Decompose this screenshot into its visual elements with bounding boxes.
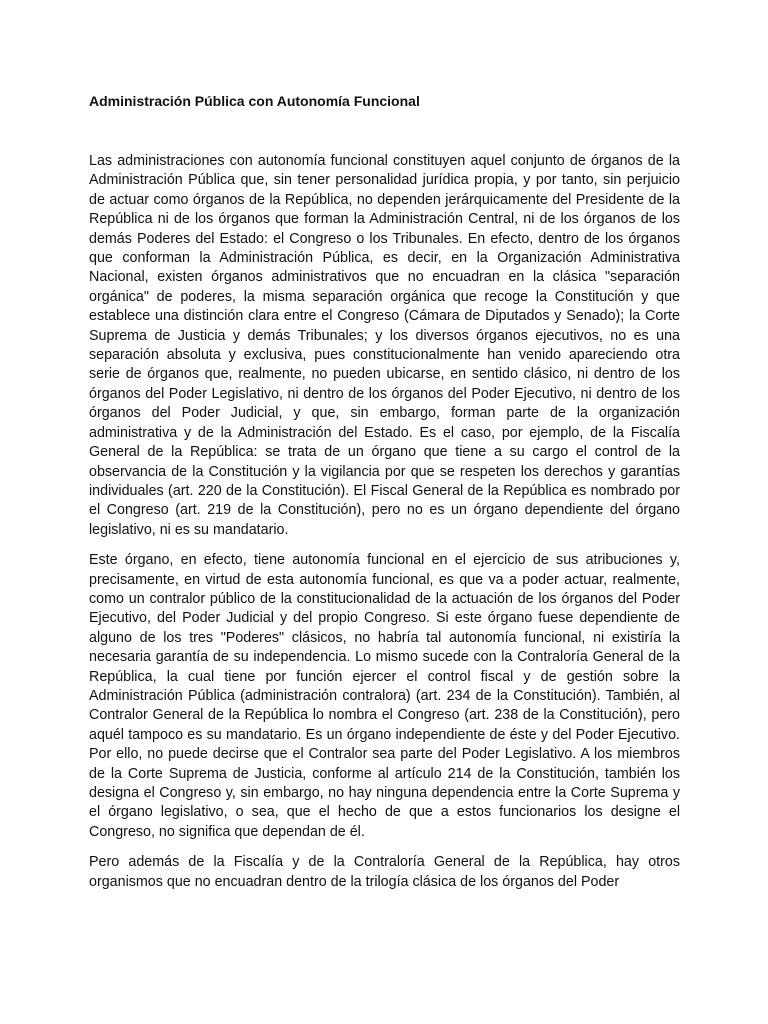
paragraph-1: Las administraciones con autonomía funcional constituyen aquel conjunto de órganos de la Administración Pública que, sin tener personalidad jurídica propia, y por tanto, sin perjuicio de actuar como órganos de la República, no dependen jerárquicamente del Presidente de la República ni de los órganos que forman la Administración Central, ni de los órganos de los demás Poderes del Estado: el Congreso o los Tribunales. En efecto, dentro de los órganos que conforman la Administración Pública, es decir, en la Organización Administrativa Nacional, existen órganos administrativos que no encuadran en la clásica "separación orgánica" de poderes, la misma separación orgánica que recoge la Constitución y que establece una distinción clara entre el Congreso (Cámara de Diputados y Senado); la Corte Suprema de Justicia y demás Tribunales; y los diversos órganos ejecutivos, no es una separación absoluta y exclusiva, pues constitucionalmente han venido apareciendo otra serie de órganos que, realmente, no pueden ubicarse, en sentido clásico, ni dentro de los órganos del Poder Legislativo, ni dentro de los órganos del Poder Ejecutivo, ni dentro de los órganos del Poder Judicial, y que, sin embargo, forman parte de la organización administrativa y de la Administración del Estado. Es el caso, por ejemplo, de la Fiscalía General de la República: se trata de un órgano que tiene a su cargo el control de la observancia de la Constitución y la vigilancia por que se respeten los derechos y garantías individuales (art. 220 de la Constitución). El Fiscal General de la República es nombrado por el Congreso (art. 219 de la Constitución), pero no es un órgano dependiente del órgano legislativo, ni es su mandatario. (89, 153, 680, 538)
paragraph-3: Pero además de la Fiscalía y de la Contraloría General de la República, hay otros organismos que no encuadran dentro de la trilogía clásica de los órganos del Poder (89, 854, 680, 890)
document-title: Administración Pública con Autonomía Funcional (89, 93, 420, 109)
paragraph-2: Este órgano, en efecto, tiene autonomía funcional en el ejercicio de sus atribuciones y, precisamente, en virtud de esta autonomía funcional, es que va a poder actuar, realmente, como un contralor público de la constitucionalidad de la actuación de los órganos del Poder Ejecutivo, del Poder Judicial y del propio Congreso. Si este órgano fuese dependiente de alguno de los tres "Poderes" clásicos, no habría tal autonomía funcional, ni existiría la necesaria garantía de su independencia. Lo mismo sucede con la Contraloría General de la República, la cual tiene por función ejercer el control fiscal y de gestión sobre la Administración Pública (administración contralora) (art. 234 de la Constitución). También, al Contralor General de la República lo nombra el Congreso (art. 238 de la Constitución), pero aquél tampoco es su mandatario. Es un órgano independiente de éste y del Poder Ejecutivo. Por ello, no puede decirse que el Contralor sea parte del Poder Legislativo. A los miembros de la Corte Suprema de Justicia, conforme al artículo 214 de la Constitución, también los designa el Congreso y, sin embargo, no hay ninguna dependencia entre la Corte Suprema y el órgano legislativo, o sea, que el hecho de que a estos funcionarios los designe el Congreso, no significa que dependan de él. (89, 552, 680, 840)
document-page (89, 92, 680, 903)
